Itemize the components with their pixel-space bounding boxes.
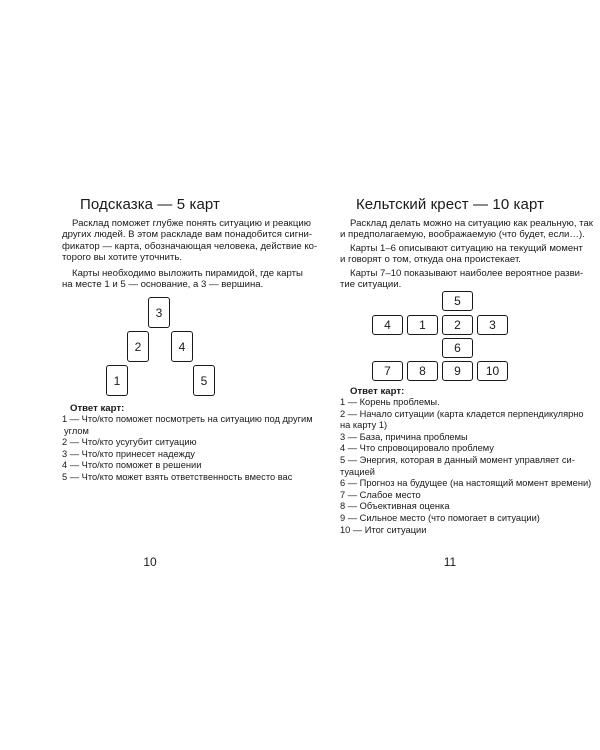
list-item: 5 — Энергия, которая в данный момент управляет си- — [340, 454, 575, 465]
para-line: Карты 1–6 описывают ситуацию на текущий момент — [350, 243, 583, 254]
right-answers-list — [340, 397, 591, 536]
para-line: тие ситуации. — [340, 279, 402, 291]
right-para-2 — [340, 243, 583, 266]
card-5: 5 — [193, 365, 215, 396]
list-item: 1 — Корень проблемы. — [340, 397, 440, 407]
right-para-3 — [340, 268, 584, 291]
left-page-title: Подсказка — 5 карт — [80, 196, 220, 213]
intro-line: фикатор — карта, обозначающая человека, действие ко- — [62, 240, 318, 252]
card-1: 1 — [106, 365, 128, 396]
card-4: 4 — [372, 315, 403, 335]
para-line: на месте 1 и 5 — основание, а 3 — вершина. — [62, 279, 264, 291]
intro-line: Расклад делать можно на ситуацию как реальную, так — [350, 218, 593, 229]
list-item: 6 — Прогноз на будущее (на настоящий момент времени) — [340, 478, 592, 489]
intro-line: других людей. В этом раскладе вам понадобится сигни- — [62, 229, 313, 241]
list-item: углом — [64, 425, 89, 436]
left-answers-list — [62, 414, 313, 484]
card-9: 9 — [442, 361, 473, 381]
intro-line: торого вы хотите уточнить. — [62, 252, 183, 264]
right-page-title: Кельтский крест — 10 карт — [355, 196, 545, 213]
para-line: Карты 7–10 показывают наиболее вероятное разви- — [350, 268, 584, 279]
card-7: 7 — [372, 361, 403, 381]
card-2: 2 — [442, 315, 473, 335]
card-6: 6 — [442, 338, 473, 358]
list-item: туацией — [340, 466, 375, 477]
list-item: 9 — Сильное место (что помогает в ситуации) — [340, 512, 540, 523]
intro-line: Расклад поможет глубже понять ситуацию и реакцию — [72, 218, 311, 229]
list-item: 3 — База, причина проблемы — [340, 431, 468, 442]
left-intro — [62, 218, 318, 264]
card-5: 5 — [442, 291, 473, 311]
list-item: 3 — Что/кто принесет надежду — [62, 448, 195, 459]
list-item: 4 — Что спровоцировало проблему — [340, 443, 494, 454]
list-item: 5 — Что/кто может взять ответственность вместо вас — [62, 471, 293, 482]
right-intro — [340, 218, 593, 241]
list-item: 10 — Итог ситуации — [340, 524, 427, 535]
card-1: 1 — [407, 315, 438, 335]
list-item: 4 — Что/кто поможет в решении — [62, 460, 202, 471]
para-line: Карты необходимо выложить пирамидой, где карты — [72, 268, 303, 279]
right-page — [300, 0, 600, 750]
left-para-2 — [62, 268, 303, 291]
list-item: на карту 1) — [340, 420, 388, 431]
right-answers-heading: Ответ карт: — [350, 386, 405, 397]
card-10: 10 — [477, 361, 508, 381]
list-item: 7 — Слабое место — [340, 489, 421, 500]
list-item: 2 — Начало ситуации (карта кладется перпендикулярно — [340, 408, 584, 419]
card-3: 3 — [148, 297, 170, 328]
page-number: 11 — [443, 555, 457, 569]
list-item: 1 — Что/кто поможет посмотреть на ситуацию под другим — [62, 414, 313, 424]
para-line: и говорят о том, откуда она проистекает. — [340, 254, 521, 266]
left-answers-heading: Ответ карт: — [70, 403, 125, 414]
card-4: 4 — [171, 331, 193, 362]
intro-line: и предполагаемую, воображаемую (что будет, если…). — [340, 229, 585, 241]
card-8: 8 — [407, 361, 438, 381]
list-item: 2 — Что/кто усугубит ситуацию — [62, 437, 197, 448]
card-2: 2 — [127, 331, 149, 362]
list-item: 8 — Объективная оценка — [340, 501, 450, 512]
card-3: 3 — [477, 315, 508, 335]
page-number: 10 — [143, 555, 157, 569]
